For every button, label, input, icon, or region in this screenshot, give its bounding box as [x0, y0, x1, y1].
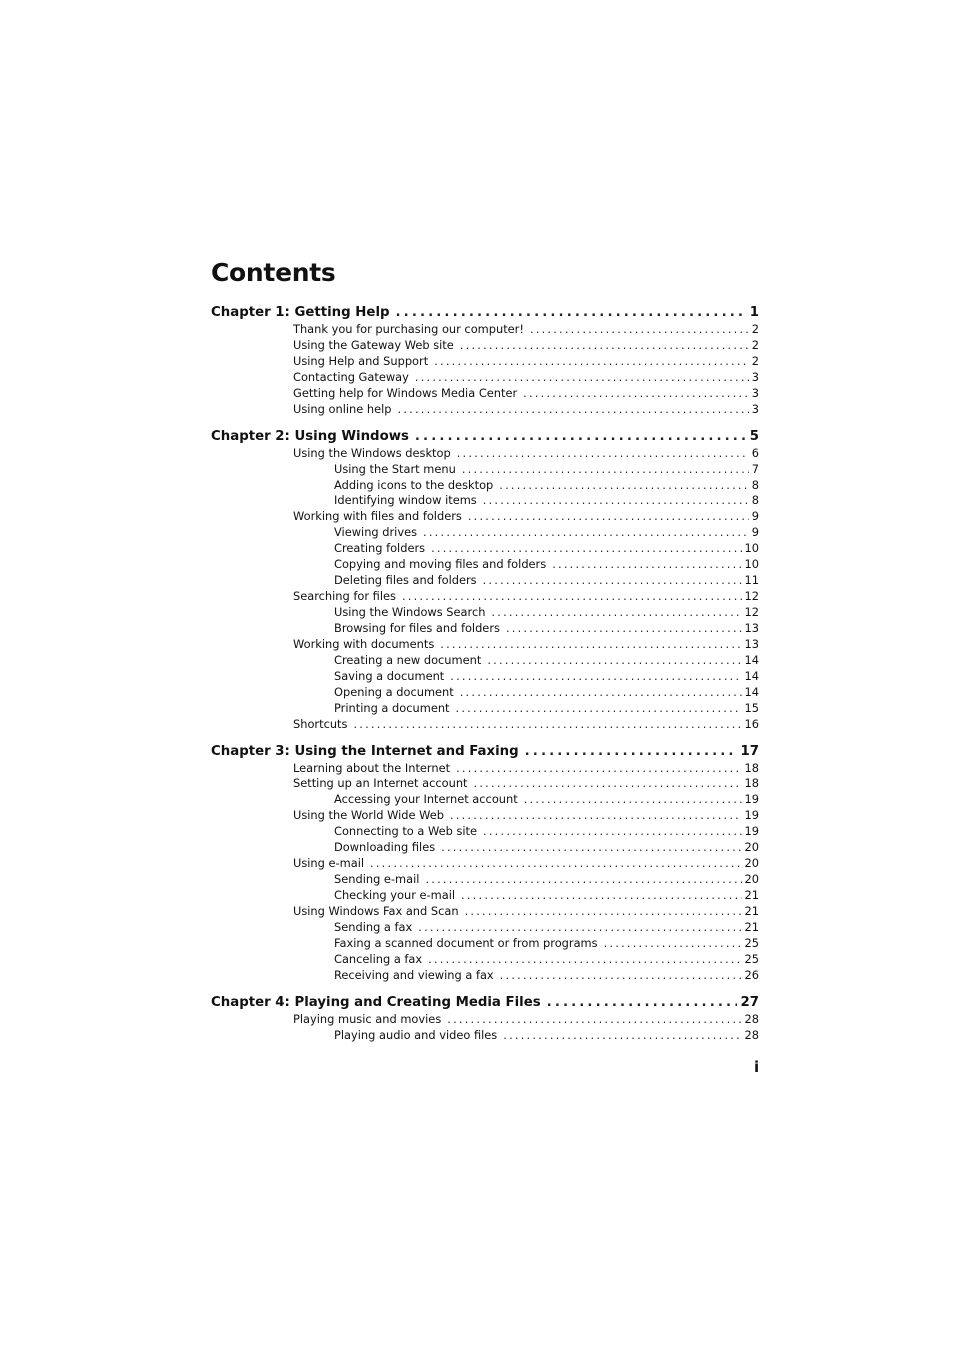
chapter-entry-page: 5 — [749, 428, 759, 444]
dot-leader — [468, 509, 749, 525]
dot-leader — [428, 952, 741, 968]
section-entry-label: Playing music and movies — [293, 1011, 442, 1026]
chapter-entry-label: Chapter 3: Using the Internet and Faxing — [211, 743, 519, 759]
section-entry-label: Using Windows Fax and Scan — [293, 903, 459, 918]
dot-leader — [500, 968, 742, 984]
dot-leader — [461, 888, 741, 904]
subsection-entry-page: 13 — [744, 620, 759, 635]
section-entry-page: 9 — [751, 509, 759, 524]
section-entry-page: 3 — [751, 369, 759, 384]
section-entry[interactable] — [211, 904, 759, 920]
subsection-entry-label: Creating a new document — [334, 652, 482, 667]
chapter-entry-page: 17 — [740, 743, 759, 759]
section-entry-page: 18 — [744, 776, 759, 791]
section-entry-label: Thank you for purchasing our computer! — [293, 322, 524, 336]
dot-leader — [491, 605, 741, 621]
section-entry[interactable] — [211, 808, 759, 824]
subsection-entry-label: Playing audio and video files — [334, 1027, 498, 1042]
subsection-entry-label: Using the Windows Search — [334, 605, 486, 619]
dot-leader — [431, 541, 741, 557]
dot-leader — [402, 589, 742, 605]
dot-leader — [398, 402, 749, 418]
dot-leader — [450, 808, 742, 824]
section-entry-page: 12 — [744, 589, 759, 604]
dot-leader — [552, 557, 741, 573]
dot-leader — [524, 792, 742, 808]
dot-leader — [450, 669, 741, 685]
subsection-entry-label: Sending a fax — [334, 919, 413, 934]
subsection-entry-page: 11 — [744, 573, 759, 588]
subsection-entry-page: 20 — [744, 872, 759, 887]
subsection-entry[interactable] — [211, 952, 759, 968]
dot-leader — [441, 840, 741, 856]
subsection-entry-page: 25 — [744, 935, 759, 950]
section-entry[interactable] — [211, 370, 759, 386]
section-entry[interactable] — [211, 761, 759, 777]
subsection-entry-label: Opening a document — [334, 684, 454, 699]
dot-leader — [440, 637, 741, 653]
subsection-entry[interactable] — [211, 557, 759, 573]
subsection-entry-label: Saving a document — [334, 668, 445, 683]
section-entry-page: 13 — [744, 636, 759, 651]
subsection-entry-page: 26 — [744, 967, 759, 982]
section-entry-page: 3 — [751, 401, 759, 416]
subsection-entry[interactable] — [211, 525, 759, 541]
dot-leader — [353, 717, 741, 733]
subsection-entry-page: 19 — [744, 792, 759, 807]
table-of-contents — [211, 303, 759, 1044]
dot-leader — [447, 1012, 741, 1028]
subsection-entry[interactable] — [211, 1028, 759, 1044]
dot-leader — [503, 1028, 741, 1044]
subsection-entry-label: Checking your e-mail — [334, 888, 456, 902]
subsection-entry-page: 25 — [744, 951, 759, 966]
page-title: Contents — [211, 258, 336, 287]
subsection-entry-label: Adding icons to the desktop — [334, 477, 494, 492]
page-number: i — [754, 1058, 760, 1076]
section-entry-label: Using the Gateway Web site — [293, 337, 454, 352]
subsection-entry[interactable] — [211, 653, 759, 669]
subsection-entry-label: Deleting files and folders — [334, 573, 477, 588]
section-entry-label: Setting up an Internet account — [293, 776, 468, 791]
chapter-entry-label: Chapter 1: Getting Help — [211, 305, 390, 320]
dot-leader — [487, 653, 741, 669]
dot-leader — [474, 776, 742, 792]
subsection-entry[interactable] — [211, 478, 759, 494]
section-entry[interactable] — [211, 637, 759, 653]
subsection-entry-page: 12 — [744, 605, 759, 619]
chapter-entry-label: Chapter 2: Using Windows — [211, 428, 409, 444]
subsection-entry-page: 8 — [751, 493, 759, 508]
section-entry-page: 16 — [744, 716, 759, 731]
subsection-entry[interactable] — [211, 685, 759, 701]
subsection-entry[interactable] — [211, 605, 759, 621]
subsection-entry-page: 14 — [744, 684, 759, 699]
section-entry-page: 21 — [744, 903, 759, 918]
subsection-entry[interactable] — [211, 541, 759, 557]
section-entry-label: Using e-mail — [293, 856, 365, 871]
section-entry[interactable] — [211, 338, 759, 354]
subsection-entry-label: Viewing drives — [334, 525, 418, 540]
subsection-entry-page: 21 — [744, 888, 759, 902]
subsection-entry[interactable] — [211, 920, 759, 936]
chapter-entry[interactable] — [211, 742, 759, 761]
subsection-entry-page: 14 — [744, 652, 759, 667]
section-entry[interactable] — [211, 402, 759, 418]
dot-leader — [465, 904, 742, 920]
subsection-entry-label: Copying and moving files and folders — [334, 557, 547, 572]
subsection-entry[interactable] — [211, 824, 759, 840]
subsection-entry-page: 28 — [744, 1027, 759, 1042]
subsection-entry[interactable] — [211, 669, 759, 685]
dot-leader — [425, 872, 741, 888]
dot-leader — [547, 993, 738, 1012]
dot-leader — [415, 427, 747, 446]
subsection-entry-label: Creating folders — [334, 541, 426, 556]
dot-leader — [483, 493, 749, 509]
subsection-entry-label: Browsing for files and folders — [334, 620, 500, 635]
subsection-entry-page: 14 — [744, 668, 759, 683]
dot-leader — [462, 462, 749, 478]
section-entry[interactable] — [211, 1012, 759, 1028]
section-entry-page: 18 — [744, 760, 759, 775]
section-entry-page: 20 — [744, 856, 759, 871]
subsection-entry-page: 15 — [744, 700, 759, 715]
subsection-entry-page: 8 — [751, 477, 759, 492]
chapter-entry-page: 27 — [740, 994, 759, 1010]
dot-leader — [604, 936, 742, 952]
dot-leader — [460, 338, 749, 354]
dot-leader — [457, 446, 749, 462]
subsection-entry[interactable] — [211, 621, 759, 637]
section-entry-page: 2 — [751, 322, 759, 336]
section-entry-label: Using online help — [293, 401, 392, 416]
subsection-entry-label: Receiving and viewing a fax — [334, 967, 494, 982]
subsection-entry[interactable] — [211, 792, 759, 808]
subsection-entry[interactable] — [211, 573, 759, 589]
chapter-entry-page: 1 — [749, 305, 759, 320]
subsection-entry[interactable] — [211, 888, 759, 904]
dot-leader — [460, 685, 742, 701]
subsection-entry[interactable] — [211, 701, 759, 717]
subsection-entry[interactable] — [211, 968, 759, 984]
chapter-entry-label: Chapter 4: Playing and Creating Media Files — [211, 994, 541, 1010]
section-entry-page: 2 — [751, 353, 759, 368]
section-entry-page: 6 — [751, 445, 759, 460]
section-entry[interactable] — [211, 386, 759, 402]
section-entry[interactable] — [211, 589, 759, 605]
dot-leader — [483, 573, 742, 589]
subsection-entry[interactable] — [211, 462, 759, 478]
section-entry-label: Searching for files — [293, 589, 396, 604]
subsection-entry-label: Faxing a scanned document or from programs — [334, 935, 598, 950]
section-entry-label: Working with documents — [293, 636, 435, 651]
subsection-entry[interactable] — [211, 936, 759, 952]
dot-leader — [523, 386, 749, 402]
chapter-entry[interactable] — [211, 993, 759, 1012]
dot-leader — [530, 322, 749, 338]
dot-leader — [415, 370, 749, 386]
section-entry-page: 3 — [751, 385, 759, 400]
section-entry-label: Learning about the Internet — [293, 760, 451, 775]
subsection-entry-label: Connecting to a Web site — [334, 824, 478, 839]
chapter-entry[interactable] — [211, 303, 759, 322]
subsection-entry[interactable] — [211, 872, 759, 888]
subsection-entry-label: Sending e-mail — [334, 872, 420, 887]
section-entry-label: Working with files and folders — [293, 509, 462, 524]
subsection-entry-label: Identifying window items — [334, 493, 477, 508]
section-entry-label: Using the Windows desktop — [293, 445, 451, 460]
subsection-entry-page: 20 — [744, 840, 759, 855]
section-entry[interactable] — [211, 322, 759, 338]
dot-leader — [525, 742, 738, 761]
section-entry-label: Contacting Gateway — [293, 369, 409, 384]
section-entry-page: 19 — [744, 808, 759, 823]
subsection-entry-label: Canceling a fax — [334, 951, 423, 966]
section-entry[interactable] — [211, 856, 759, 872]
dot-leader — [506, 621, 742, 637]
subsection-entry-label: Downloading files — [334, 840, 436, 855]
dot-leader — [456, 761, 741, 777]
section-entry-label: Using Help and Support — [293, 353, 429, 368]
dot-leader — [483, 824, 741, 840]
section-entry[interactable] — [211, 509, 759, 525]
subsection-entry-page: 21 — [744, 919, 759, 934]
section-entry-page: 28 — [744, 1011, 759, 1026]
subsection-entry-page: 9 — [751, 525, 759, 540]
section-entry[interactable] — [211, 717, 759, 733]
section-entry[interactable] — [211, 354, 759, 370]
subsection-entry-label: Accessing your Internet account — [334, 792, 518, 807]
dot-leader — [396, 303, 747, 322]
section-entry-label: Shortcuts — [293, 716, 348, 731]
dot-leader — [423, 525, 749, 541]
dot-leader — [418, 920, 741, 936]
subsection-entry-page: 10 — [744, 557, 759, 572]
chapter-entry[interactable] — [211, 427, 759, 446]
section-entry[interactable] — [211, 446, 759, 462]
subsection-entry-page: 10 — [744, 541, 759, 556]
section-entry-label: Using the World Wide Web — [293, 808, 444, 823]
subsection-entry-label: Printing a document — [334, 700, 450, 715]
subsection-entry-label: Using the Start menu — [334, 461, 456, 476]
subsection-entry[interactable] — [211, 840, 759, 856]
subsection-entry-page: 19 — [744, 824, 759, 839]
dot-leader — [499, 478, 748, 494]
subsection-entry[interactable] — [211, 493, 759, 509]
subsection-entry-page: 7 — [751, 461, 759, 476]
dot-leader — [456, 701, 742, 717]
dot-leader — [434, 354, 749, 370]
section-entry[interactable] — [211, 776, 759, 792]
dot-leader — [370, 856, 741, 872]
section-entry-label: Getting help for Windows Media Center — [293, 385, 518, 400]
section-entry-page: 2 — [751, 337, 759, 352]
